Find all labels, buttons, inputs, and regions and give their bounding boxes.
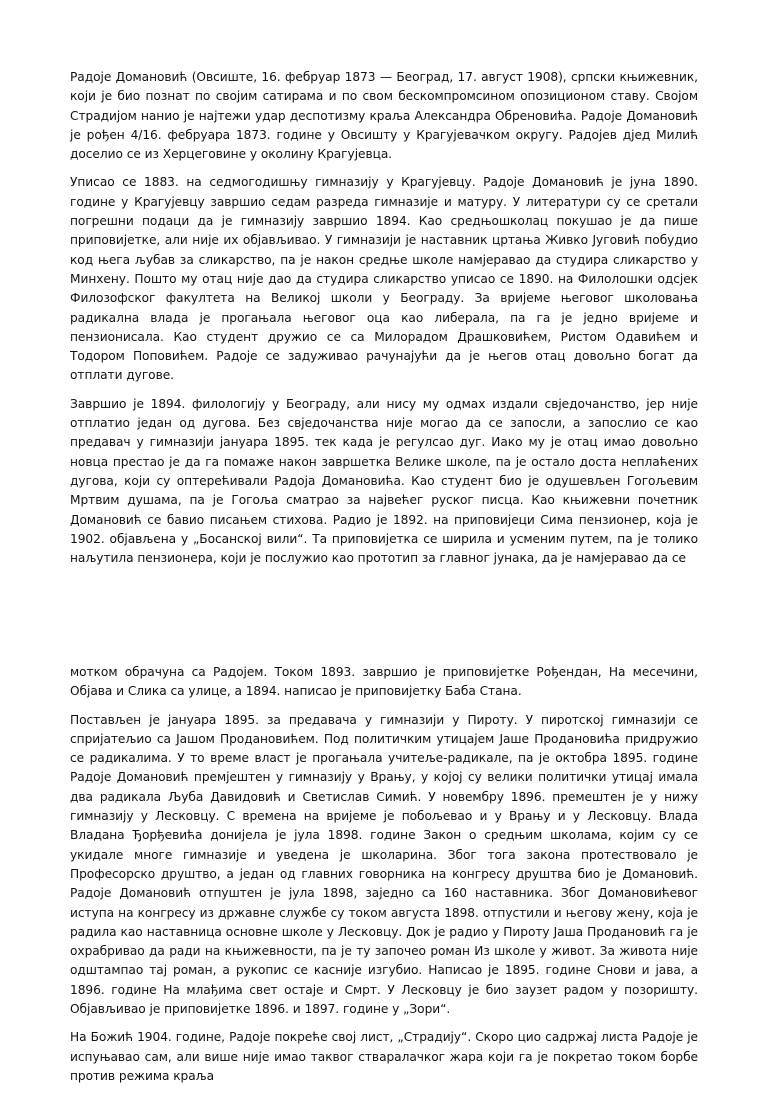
paragraph: Завршио је 1894. филологију у Београду, али нису му одмах издали свједочанство, јер није отплатио један од дугова. Без свједочанства није могао да се запосли, а запослио се као предавач у гимназији јануара 1895. тек када је регулсао дуг. Иако му је отац имао довољно новца престао је да га помаже након завршетка Велике школе, па је остало доста неплаћених дугова, који су оптерећивали Радоја Домановића. Као студент био је одушевљен Гогољевим Мртвим душама, па је Гогоља сматрао за највећег руског писца. Као књижевни почетник Домановић се бавио писањем стихова. Радио је 1892. на приповијеци Сима пензионер, која је 1902. објављена у „Босанској вили“. Та приповијетка се ширила и усменим путем, па је толико наљутила пензионера, који је послужио као прототип за главног јунака, да је намјеравао да се xyxy=(70,396,698,566)
paragraph: Постављен је јануара 1895. за предавача у гимназији у Пироту. У пиротској гимназији се спријатељио са Јашом Продановићем. Под политичким утицајем Јаше Продановића придружио се радикалима. У то време власт је прогањала учитеље-радикале, па је октобра 1895. године Радоје Домановић премјештен у гимназију у Врању, у којој су велики политички утицај имала два радикала Љуба Давидовић и Светислав Симић. У новембру 1896. премештен је у нижу гимназију у Лесковцу. С времена на вријеме је побољевао и у Врању и у Лесковцу. Влада Владана Ђорђевића донијела је јула 1898. године Закон о средњим школама, којим су се укидале многе гимназије и уведена је школарина. Због тога закона протествовало је Професорско друштво, а један од главних говорника на конгресу друштва био је Домановић. Радоје Домановић отпуштен је јула 1898, заједно са 160 наставника. Због Домановићевог иступа на конгресу из државне службе су током августа 1898. отпустили и његову жену, која је радила као наставница основне школе у Лесковцу. Док је радио у Пироту Јаша Продановић га је охрабривао да ради на књижевности, па је ту започео роман Из школе у живот. За живота није одштампао тај роман, а рукопис се касније изгубио. Написао је 1895. године Снови и јава, а 1896. године На млађима свет остаје и Смрт. У Лесковцу је био заузет радом у позоришту. Објављивао је приповијетке 1896. и 1897. године у „Зори“. xyxy=(70,712,698,1017)
page-two-text xyxy=(70,663,698,1095)
paragraph: мотком обрачуна са Радојем. Током 1893. завршио је приповијетке Рођендан, На месечини, Објава и Слика са улице, а 1894. написао је приповијетку Баба Стана. xyxy=(70,665,698,699)
paragraph: На Божић 1904. године, Радоје покреће свој лист, „Страдију“. Скоро цио садржај листа Радоје је испуњавао сам, али више није имао таквог стваралачког жара који га је покретао током борбе против режима краља xyxy=(70,1030,698,1083)
paragraph: Уписао се 1883. на седмогодишњу гимназију у Крагујевцу. Радоје Домановић је јуна 1890. године у Крагујевцу завршио седам разреда гимназије и матуру. У литератури су се сретали погрешни подаци да је гимназију завршио 1894. Као средњошколац покушао је да пише приповијетке, али није их објављивао. У гимназији је наставник цртања Живко Југовић побудио код њега љубав за сликарство, па је након средње школе намјеравао да студира сликарство у Минхену. Пошто му отац није дао да студира сликарство уписао се 1890. на Филолошки одсјек Филозофског факултета на Великој школи у Београду. За вријеме његовог школовања радикална влада је прогањала његовог оца као либерала, па га је једно вријеме и пензионисала. Као студент дружио се са Милорадом Драшковићем, Ристом Одавићем и Тодором Поповићем. Радоје се задуживао рачунајући да је његов отац довољно богат да отплати дугове. xyxy=(70,175,698,383)
paragraph: Радоје Домановић (Овсиште, 16. фебруар 1873 — Београд, 17. август 1908), српски књижевник, који је био познат по својим сатирама и по свом бескомпромсином опозиционом ставу. Својом Страдијом нанио је најтежи удар деспотизму краља Александра Обреновића. Радоје Домановић је рођен 4/16. фебруара 1873. године у Овсишту у Крагујевачком округу. Радојев дјед Милић доселио се из Херцеговине у околину Крагујевца. xyxy=(70,70,698,162)
page-one-text xyxy=(70,68,698,577)
